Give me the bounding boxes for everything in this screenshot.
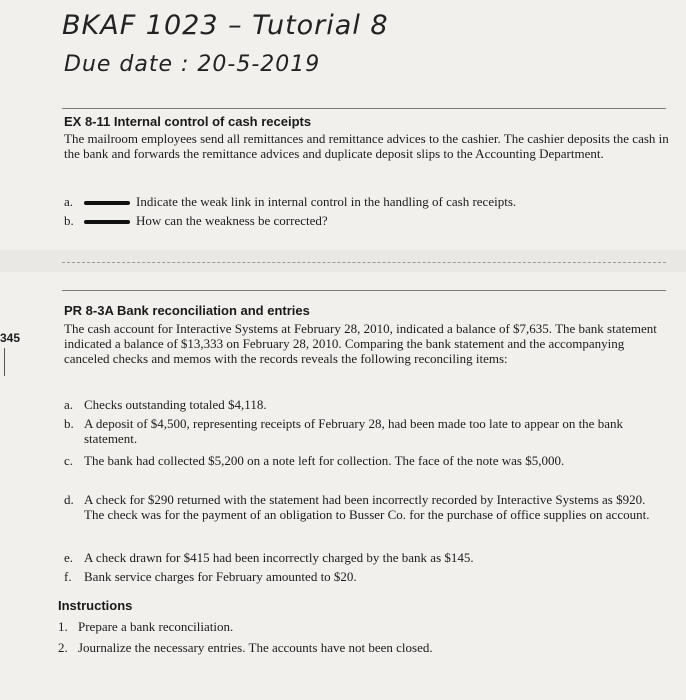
item-marker: b. <box>64 416 74 431</box>
ex-8-11-body: The mailroom employees send all remittances and remittance advices to the cashier. The cashier deposits the cash in the bank and forwards the remittance advices and duplicate deposit slips to the Accounting Department. <box>64 131 669 161</box>
redaction-mark <box>84 220 130 224</box>
instructions-heading: Instructions <box>58 598 133 613</box>
ex-8-11-item-a <box>64 194 670 209</box>
item-marker: 2. <box>58 640 68 655</box>
redaction-mark <box>84 201 130 205</box>
item-marker: d. <box>64 492 74 507</box>
page-number: 345 <box>0 331 21 345</box>
margin-bar <box>4 348 5 376</box>
pr-item-a <box>64 397 670 412</box>
handwritten-title: BKAF 1023 – Tutorial 8 <box>62 10 389 41</box>
item-marker: a. <box>64 397 74 412</box>
page-gap <box>0 250 686 272</box>
item-text: A check drawn for $415 had been incorrectly charged by the bank as $145. <box>84 550 474 565</box>
item-text: Journalize the necessary entries. The accounts have not been closed. <box>78 640 433 655</box>
pr-item-c <box>64 453 670 468</box>
pr-item-b <box>64 416 670 446</box>
item-marker: b. <box>64 213 74 228</box>
ex-8-11-item-b <box>64 213 670 228</box>
item-text: Bank service charges for February amounted to $20. <box>84 569 357 584</box>
item-marker: 1. <box>58 619 68 634</box>
item-marker: c. <box>64 453 74 468</box>
instruction-1 <box>58 619 670 634</box>
ex-8-11-heading: EX 8-11 Internal control of cash receipts <box>64 114 312 129</box>
pr-item-d <box>64 492 670 522</box>
pr-item-e <box>64 550 670 565</box>
instruction-2 <box>58 640 670 655</box>
handwritten-due-date: Due date : 20-5-2019 <box>64 52 321 77</box>
pr-item-f <box>64 569 670 584</box>
item-text: Prepare a bank reconciliation. <box>78 619 234 634</box>
item-marker: a. <box>64 194 74 209</box>
item-text: Indicate the weak link in internal control in the handling of cash receipts. <box>136 194 517 209</box>
item-text: The bank had collected $5,200 on a note left for collection. The face of the note was $5,000. <box>84 453 565 468</box>
section-rule <box>62 108 666 109</box>
item-text: How can the weakness be corrected? <box>136 213 328 228</box>
pr-8-3a-body: The cash account for Interactive Systems at February 28, 2010, indicated a balance of $7,635. The bank statement indicated a balance of $13,333 on February 28, 2010. Comparing the bank statement and the accompanying canceled checks and memos with the records reveals the following reconciling items: <box>64 321 657 366</box>
item-marker: e. <box>64 550 74 565</box>
section-rule <box>62 290 666 291</box>
item-text: A deposit of $4,500, representing receipts of February 28, had been made too late to appear on the bank statement. <box>84 416 623 446</box>
item-marker: f. <box>64 569 72 584</box>
item-text: Checks outstanding totaled $4,118. <box>84 397 267 412</box>
dashed-separator <box>62 262 666 263</box>
pr-8-3a-heading: PR 8-3A Bank reconciliation and entries <box>64 303 310 318</box>
item-text: A check for $290 returned with the statement had been incorrectly recorded by Interactive Systems as $920. The check was for the payment of an obligation to Busser Co. for the purchase of office supplies on account. <box>84 492 650 522</box>
